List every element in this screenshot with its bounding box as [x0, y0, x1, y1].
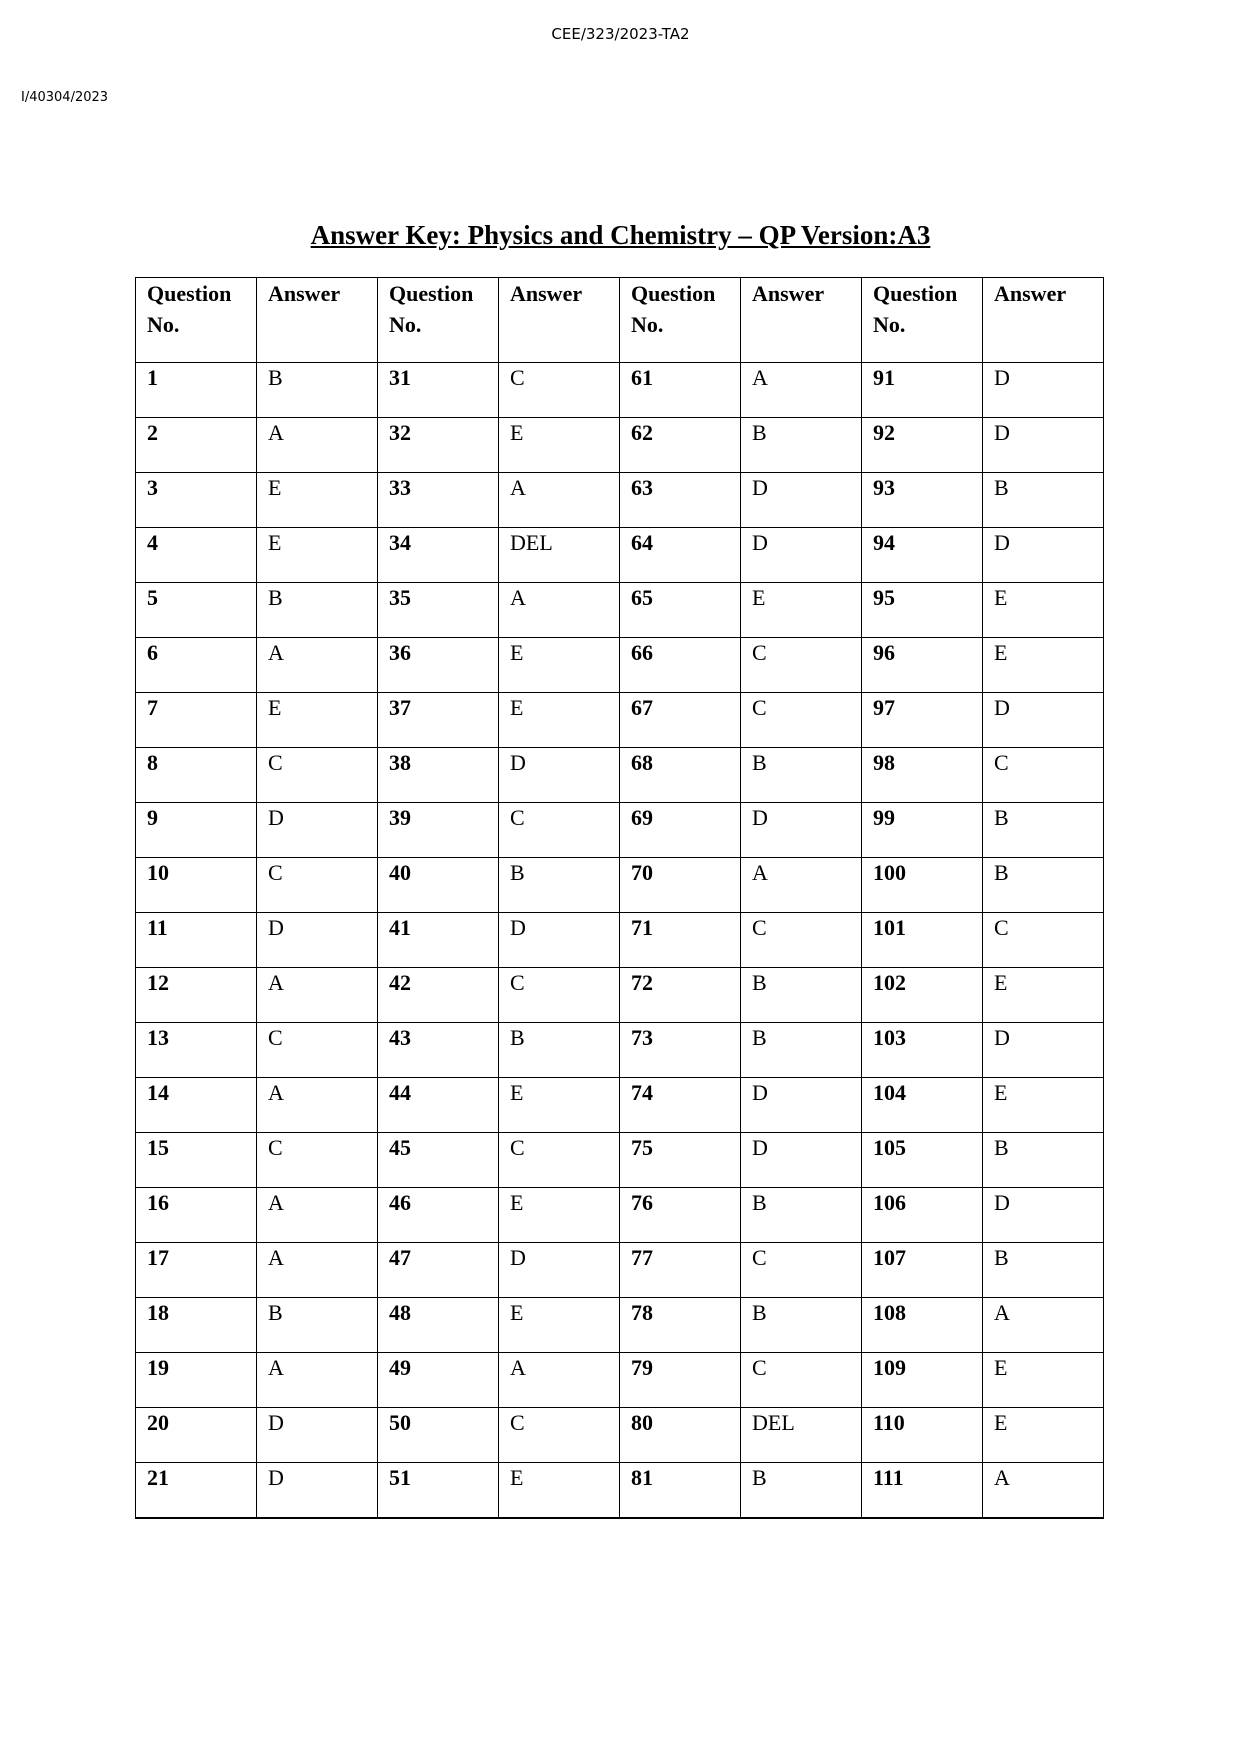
question-number-cell: 78 — [620, 1298, 741, 1353]
table-row — [136, 693, 1104, 748]
answer-cell: E — [741, 583, 862, 638]
answer-cell: C — [983, 913, 1104, 968]
answer-cell: E — [983, 1353, 1104, 1408]
answer-cell: B — [741, 1298, 862, 1353]
answer-cell: E — [257, 473, 378, 528]
answer-cell: B — [983, 1243, 1104, 1298]
question-number-cell: 96 — [862, 638, 983, 693]
question-number-cell: 44 — [378, 1078, 499, 1133]
answer-cell: D — [741, 1133, 862, 1188]
question-number-cell: 74 — [620, 1078, 741, 1133]
question-number-cell: 62 — [620, 418, 741, 473]
question-number-cell: 42 — [378, 968, 499, 1023]
answer-cell: E — [983, 1408, 1104, 1463]
answer-cell: B — [741, 1188, 862, 1243]
question-number-cell: 92 — [862, 418, 983, 473]
question-number-cell: 108 — [862, 1298, 983, 1353]
question-number-cell: 51 — [378, 1463, 499, 1519]
column-header-question-no: Question No. — [620, 278, 741, 363]
question-number-cell: 80 — [620, 1408, 741, 1463]
answer-cell: D — [741, 1078, 862, 1133]
question-number-cell: 81 — [620, 1463, 741, 1519]
question-number-cell: 19 — [136, 1353, 257, 1408]
question-number-cell: 36 — [378, 638, 499, 693]
table-row — [136, 913, 1104, 968]
answer-cell: A — [257, 1078, 378, 1133]
answer-cell: A — [499, 1353, 620, 1408]
answer-cell: E — [257, 693, 378, 748]
table-row — [136, 1133, 1104, 1188]
question-number-cell: 5 — [136, 583, 257, 638]
question-number-cell: 18 — [136, 1298, 257, 1353]
answer-cell: C — [499, 1408, 620, 1463]
question-number-cell: 77 — [620, 1243, 741, 1298]
question-number-cell: 50 — [378, 1408, 499, 1463]
question-number-cell: 71 — [620, 913, 741, 968]
answer-cell: E — [499, 1078, 620, 1133]
answer-cell: B — [499, 858, 620, 913]
table-row — [136, 1078, 1104, 1133]
question-number-cell: 20 — [136, 1408, 257, 1463]
answer-cell: A — [257, 418, 378, 473]
answer-cell: A — [983, 1298, 1104, 1353]
question-number-cell: 9 — [136, 803, 257, 858]
question-number-cell: 66 — [620, 638, 741, 693]
question-number-cell: 49 — [378, 1353, 499, 1408]
answer-cell: E — [257, 528, 378, 583]
answer-cell: C — [983, 748, 1104, 803]
table-row — [136, 1353, 1104, 1408]
question-number-cell: 64 — [620, 528, 741, 583]
table-row — [136, 1188, 1104, 1243]
answer-cell: E — [499, 1463, 620, 1519]
question-number-cell: 34 — [378, 528, 499, 583]
answer-cell: C — [499, 363, 620, 418]
column-header-answer: Answer — [499, 278, 620, 363]
question-number-cell: 100 — [862, 858, 983, 913]
question-number-cell: 76 — [620, 1188, 741, 1243]
column-header-question-no: Question No. — [862, 278, 983, 363]
answer-cell: D — [983, 693, 1104, 748]
question-number-cell: 109 — [862, 1353, 983, 1408]
answer-cell: C — [257, 1023, 378, 1078]
answer-cell: B — [983, 1133, 1104, 1188]
question-number-cell: 69 — [620, 803, 741, 858]
question-number-cell: 45 — [378, 1133, 499, 1188]
question-number-cell: 21 — [136, 1463, 257, 1519]
answer-cell: A — [257, 1353, 378, 1408]
answer-cell: A — [499, 473, 620, 528]
question-number-cell: 8 — [136, 748, 257, 803]
answer-cell: A — [257, 968, 378, 1023]
answer-cell: D — [257, 1408, 378, 1463]
question-number-cell: 95 — [862, 583, 983, 638]
question-number-cell: 102 — [862, 968, 983, 1023]
question-number-cell: 107 — [862, 1243, 983, 1298]
question-number-cell: 39 — [378, 803, 499, 858]
answer-cell: D — [741, 803, 862, 858]
answer-cell: B — [741, 418, 862, 473]
answer-cell: DEL — [741, 1408, 862, 1463]
answer-cell: C — [499, 803, 620, 858]
answer-cell: D — [257, 913, 378, 968]
answer-cell: B — [257, 363, 378, 418]
question-number-cell: 111 — [862, 1463, 983, 1519]
question-number-cell: 72 — [620, 968, 741, 1023]
question-number-cell: 7 — [136, 693, 257, 748]
answer-cell: D — [257, 1463, 378, 1519]
question-number-cell: 3 — [136, 473, 257, 528]
file-reference-number: I/40304/2023 — [21, 90, 109, 105]
question-number-cell: 99 — [862, 803, 983, 858]
answer-cell: E — [983, 583, 1104, 638]
answer-cell: C — [741, 913, 862, 968]
answer-cell: D — [983, 418, 1104, 473]
question-number-cell: 1 — [136, 363, 257, 418]
table-row — [136, 1408, 1104, 1463]
question-number-cell: 104 — [862, 1078, 983, 1133]
question-number-cell: 94 — [862, 528, 983, 583]
question-number-cell: 73 — [620, 1023, 741, 1078]
document-reference-number: CEE/323/2023-TA2 — [551, 25, 690, 43]
answer-cell: A — [983, 1463, 1104, 1519]
question-number-cell: 65 — [620, 583, 741, 638]
answer-cell: C — [499, 968, 620, 1023]
answer-cell: D — [499, 748, 620, 803]
answer-cell: D — [499, 913, 620, 968]
question-number-cell: 11 — [136, 913, 257, 968]
column-header-question-no: Question No. — [378, 278, 499, 363]
question-number-cell: 93 — [862, 473, 983, 528]
answer-key-table — [135, 277, 1104, 1519]
table-row — [136, 968, 1104, 1023]
answer-cell: A — [741, 858, 862, 913]
table-row — [136, 638, 1104, 693]
answer-cell: DEL — [499, 528, 620, 583]
answer-cell: A — [257, 638, 378, 693]
question-number-cell: 15 — [136, 1133, 257, 1188]
answer-cell: E — [499, 638, 620, 693]
question-number-cell: 31 — [378, 363, 499, 418]
table-row — [136, 858, 1104, 913]
answer-cell: A — [499, 583, 620, 638]
answer-cell: B — [741, 968, 862, 1023]
answer-cell: D — [983, 1188, 1104, 1243]
answer-cell: D — [741, 528, 862, 583]
question-number-cell: 75 — [620, 1133, 741, 1188]
table-row — [136, 1463, 1104, 1519]
answer-cell: E — [983, 968, 1104, 1023]
answer-cell: B — [983, 858, 1104, 913]
table-row — [136, 748, 1104, 803]
question-number-cell: 43 — [378, 1023, 499, 1078]
question-number-cell: 101 — [862, 913, 983, 968]
answer-cell: C — [257, 748, 378, 803]
answer-cell: B — [257, 1298, 378, 1353]
answer-cell: E — [499, 418, 620, 473]
question-number-cell: 110 — [862, 1408, 983, 1463]
table-row — [136, 583, 1104, 638]
answer-cell: C — [499, 1133, 620, 1188]
question-number-cell: 48 — [378, 1298, 499, 1353]
answer-cell: A — [741, 363, 862, 418]
table-row — [136, 803, 1104, 858]
question-number-cell: 79 — [620, 1353, 741, 1408]
answer-cell: D — [983, 528, 1104, 583]
answer-cell: C — [741, 693, 862, 748]
answer-cell: C — [257, 858, 378, 913]
answer-cell: D — [983, 363, 1104, 418]
answer-key-rows — [136, 363, 1104, 1519]
answer-cell: E — [983, 638, 1104, 693]
question-number-cell: 6 — [136, 638, 257, 693]
answer-cell: E — [499, 1298, 620, 1353]
table-row — [136, 1243, 1104, 1298]
answer-cell: B — [741, 1463, 862, 1519]
answer-cell: B — [983, 473, 1104, 528]
question-number-cell: 91 — [862, 363, 983, 418]
answer-cell: C — [741, 1243, 862, 1298]
question-number-cell: 38 — [378, 748, 499, 803]
table-row — [136, 418, 1104, 473]
answer-cell: A — [257, 1188, 378, 1243]
question-number-cell: 68 — [620, 748, 741, 803]
question-number-cell: 10 — [136, 858, 257, 913]
column-header-answer: Answer — [983, 278, 1104, 363]
answer-cell: B — [741, 748, 862, 803]
answer-cell: E — [499, 1188, 620, 1243]
column-header-question-no: Question No. — [136, 278, 257, 363]
question-number-cell: 2 — [136, 418, 257, 473]
answer-cell: D — [257, 803, 378, 858]
question-number-cell: 103 — [862, 1023, 983, 1078]
answer-cell: E — [499, 693, 620, 748]
question-number-cell: 47 — [378, 1243, 499, 1298]
answer-cell: A — [257, 1243, 378, 1298]
answer-cell: B — [499, 1023, 620, 1078]
question-number-cell: 70 — [620, 858, 741, 913]
answer-cell: C — [257, 1133, 378, 1188]
answer-cell: D — [741, 473, 862, 528]
table-header-row — [136, 278, 1104, 363]
answer-cell: B — [741, 1023, 862, 1078]
table-row — [136, 363, 1104, 418]
table-row — [136, 528, 1104, 583]
column-header-answer: Answer — [257, 278, 378, 363]
question-number-cell: 14 — [136, 1078, 257, 1133]
question-number-cell: 13 — [136, 1023, 257, 1078]
table-row — [136, 473, 1104, 528]
question-number-cell: 63 — [620, 473, 741, 528]
question-number-cell: 46 — [378, 1188, 499, 1243]
question-number-cell: 61 — [620, 363, 741, 418]
question-number-cell: 41 — [378, 913, 499, 968]
question-number-cell: 35 — [378, 583, 499, 638]
table-row — [136, 1023, 1104, 1078]
question-number-cell: 37 — [378, 693, 499, 748]
question-number-cell: 4 — [136, 528, 257, 583]
question-number-cell: 98 — [862, 748, 983, 803]
answer-cell: C — [741, 638, 862, 693]
table-row — [136, 1298, 1104, 1353]
question-number-cell: 105 — [862, 1133, 983, 1188]
question-number-cell: 33 — [378, 473, 499, 528]
question-number-cell: 32 — [378, 418, 499, 473]
answer-cell: B — [983, 803, 1104, 858]
question-number-cell: 17 — [136, 1243, 257, 1298]
question-number-cell: 12 — [136, 968, 257, 1023]
answer-cell: C — [741, 1353, 862, 1408]
answer-cell: D — [983, 1023, 1104, 1078]
question-number-cell: 97 — [862, 693, 983, 748]
answer-cell: E — [983, 1078, 1104, 1133]
question-number-cell: 67 — [620, 693, 741, 748]
column-header-answer: Answer — [741, 278, 862, 363]
question-number-cell: 106 — [862, 1188, 983, 1243]
question-number-cell: 16 — [136, 1188, 257, 1243]
answer-cell: D — [499, 1243, 620, 1298]
question-number-cell: 40 — [378, 858, 499, 913]
answer-cell: B — [257, 583, 378, 638]
page-title: Answer Key: Physics and Chemistry – QP Version:A3 — [310, 220, 931, 250]
